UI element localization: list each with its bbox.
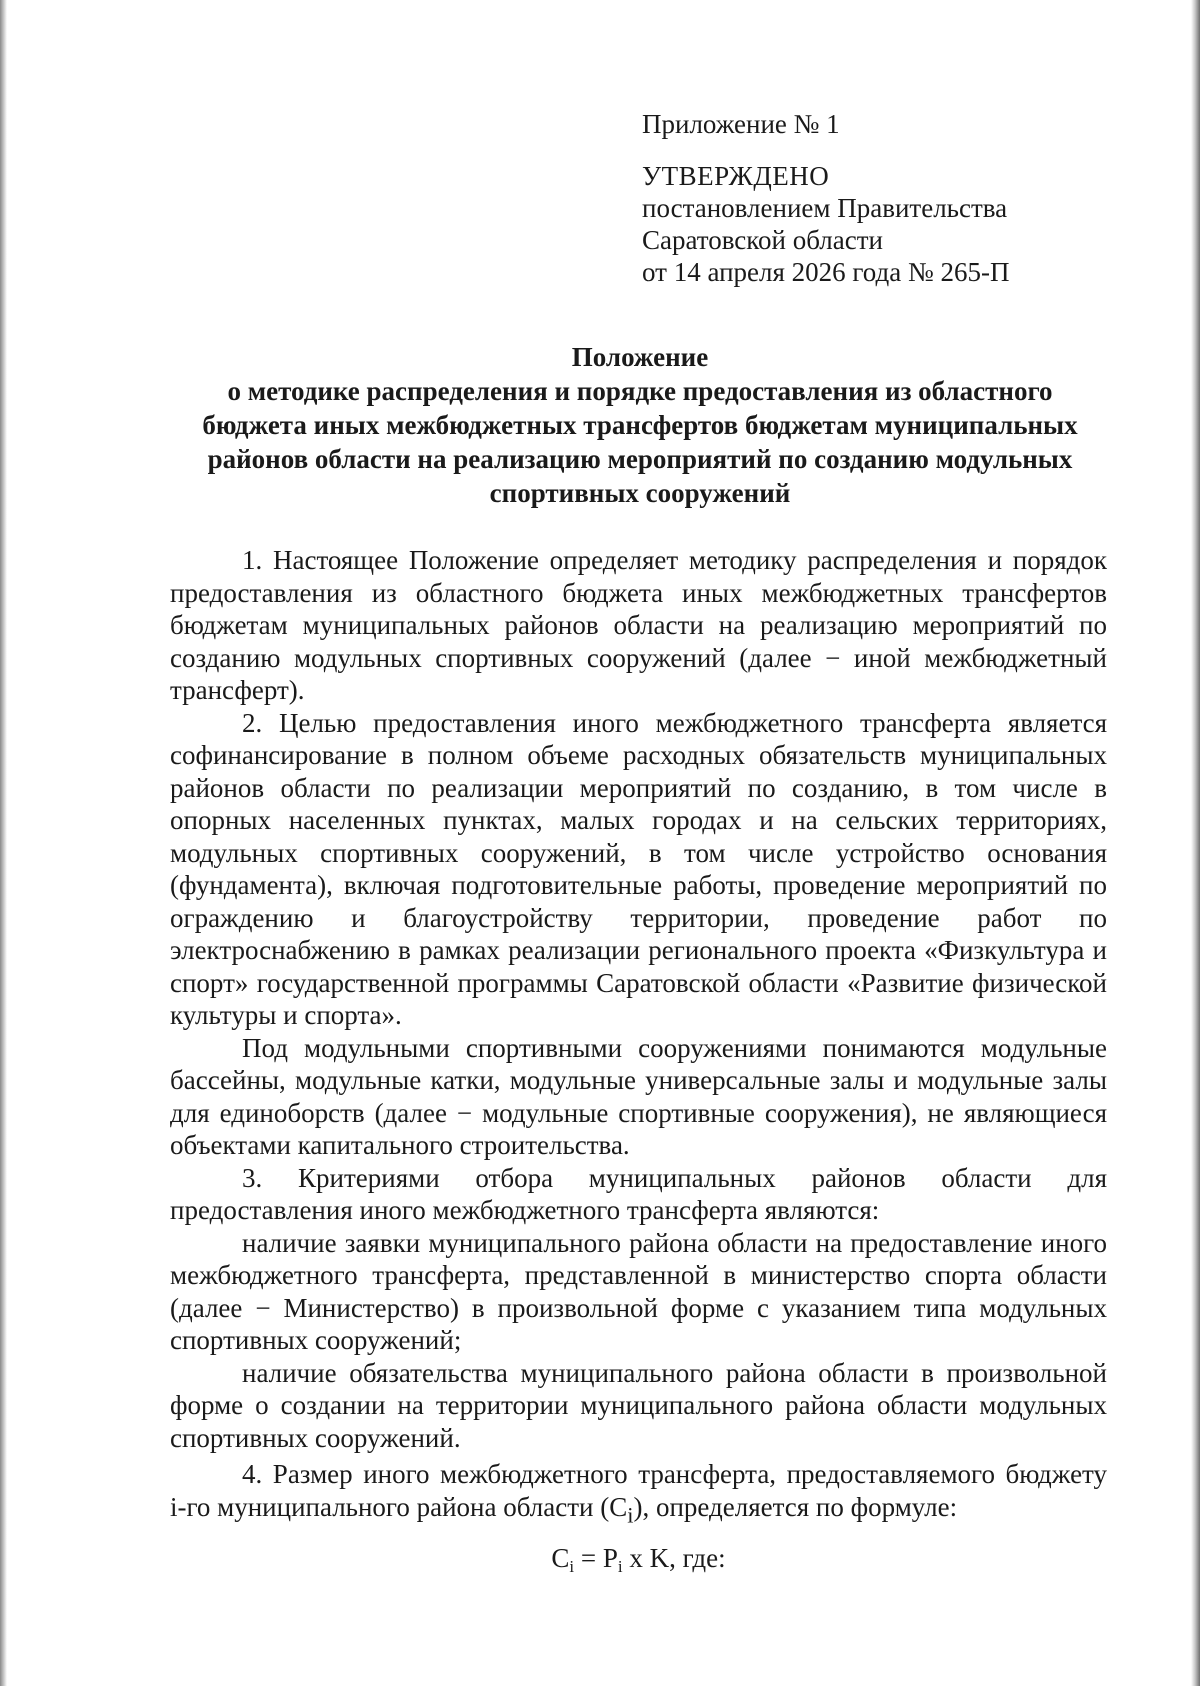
title-line: бюджета иных межбюджетных трансфертов бюджетам муниципальных — [202, 410, 1078, 440]
title-heading: Положение — [571, 342, 709, 372]
paragraph-2-definition: Под модульными спортивными сооружениями понимаются модульные бассейны, модульные катки, модульные универсальные залы и модульные залы для единоборств (далее − модульные спортивные сооружения), не являющиеся объектами капитального строительства. — [170, 1032, 1107, 1160]
document-body — [170, 544, 1107, 1531]
paragraph-4-text: 4. Размер иного межбюджетного трансферта, предоставляемого бюджету i-го муниципального района области (C — [170, 1459, 1107, 1522]
formula-p-subscript: i — [617, 1557, 623, 1576]
approval-date-number: от 14 апреля 2026 года № 265-П — [642, 257, 1010, 287]
paragraph-3-criterion-1: наличие заявки муниципального района области на предоставление иного межбюджетного трансферта, представленной в министерство спорта области (далее − Министерство) в произвольной форме с указанием типа модульных спортивных сооружений; — [170, 1227, 1107, 1355]
approved-label: УТВЕРЖДЕНО — [642, 161, 830, 191]
formula-equals: = — [574, 1543, 603, 1573]
subscript-i: i — [627, 1501, 634, 1527]
approval-line: Саратовской области — [642, 225, 883, 255]
title-line: спортивных сооружений — [489, 478, 791, 508]
formula-c: C — [551, 1543, 570, 1573]
formula-c-subscript: i — [569, 1557, 575, 1576]
document-title — [150, 340, 1130, 510]
paragraph-1: 1. Настоящее Положение определяет методику распределения и порядок предоставления из областного бюджета иных межбюджетных трансфертов бюджетам муниципальных районов области на реализацию мероприятий по созданию модульных спортивных сооружений (далее − иной межбюджетный трансферт). — [170, 545, 1107, 705]
paragraph-3-criterion-2: наличие обязательства муниципального района области в произвольной форме о создании на территории муниципального района области модульных спортивных сооружений. — [170, 1357, 1107, 1453]
paragraph-2: 2. Целью предоставления иного межбюджетного трансферта является софинансирование в полном объеме расходных обязательств муниципальных районов области по реализации мероприятий по созданию, в том числе в опорных населенных пунктах, малых городах и на сельских территориях, модульных спортивных сооружений, в том числе устройство основания (фундамента), включая подготовительные работы, проведение мероприятий по ограждению и благоустройству территории, проведение работ по электроснабжению в рамках реализации регионального проекта «Физкультура и спорт» государственной программы Саратовской области «Развитие физической культуры и спорта». — [170, 707, 1107, 1030]
scan-edge-right — [1191, 0, 1200, 1686]
formula — [170, 1542, 1107, 1574]
formula-rest: x K, где: — [622, 1543, 726, 1573]
annex-number: Приложение № 1 — [642, 109, 840, 139]
approval-line: постановлением Правительства — [642, 193, 1008, 223]
paragraph-4 — [170, 1458, 1107, 1531]
formula-p: P — [602, 1543, 618, 1573]
scan-edge-left — [0, 0, 7, 1686]
title-line: районов области на реализацию мероприятий по созданию модульных — [207, 444, 1073, 474]
approval-stamp-block — [642, 108, 1072, 288]
paragraph-3: 3. Критериями отбора муниципальных районов области для предоставления иного межбюджетного трансферта являются: — [170, 1162, 1107, 1225]
paragraph-4-text: ), определяется по формуле: — [633, 1491, 958, 1522]
title-line: о методике распределения и порядке предоставления из областного — [227, 376, 1053, 406]
